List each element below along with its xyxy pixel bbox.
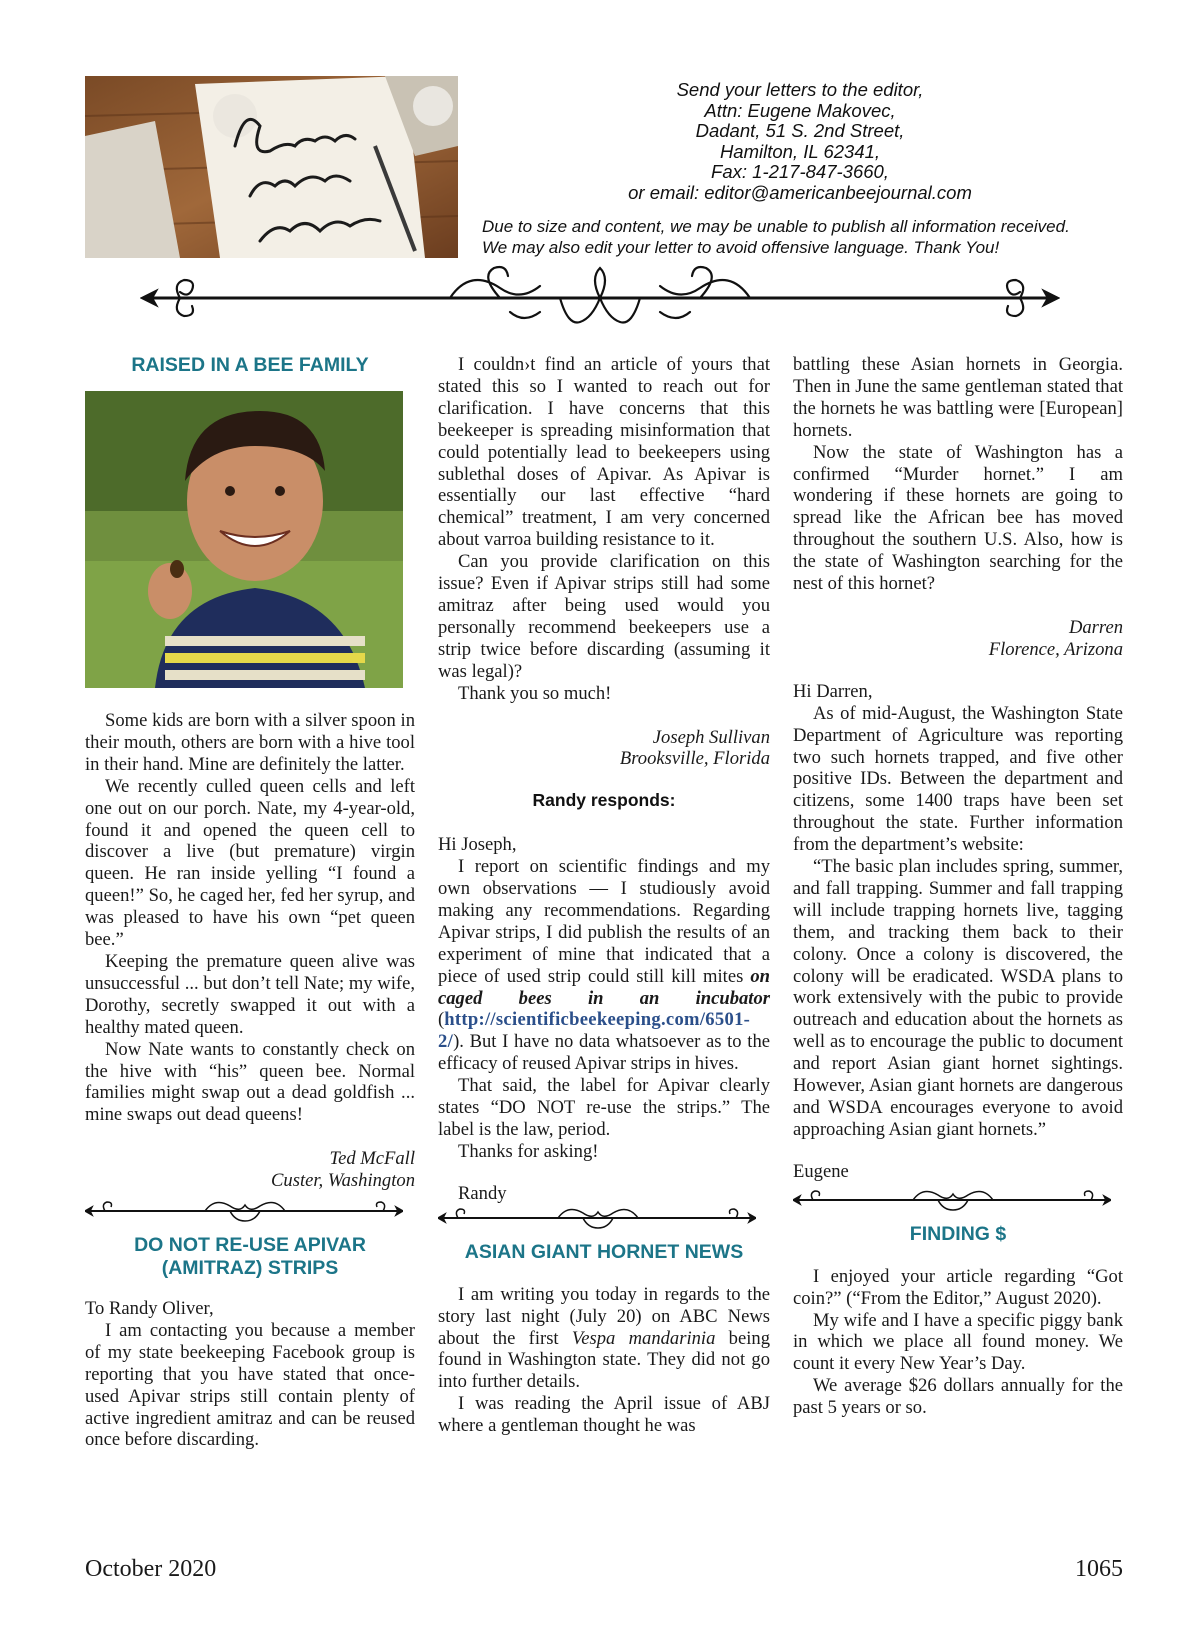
letter-illustration [85, 76, 458, 258]
issue-date: October 2020 [85, 1556, 217, 1582]
column-3 [793, 354, 1123, 1419]
disclaimer-line: We may also edit your letter to avoid offensive language. Thank You! [482, 238, 1000, 257]
ornament-divider-large [140, 262, 1060, 330]
letter-paragraph: I am contacting you because a member of my state beekeeping Facebook group is reporting that you have stated that once-used Apivar strips still contain plenty of active ingredient amitraz and can be reused once before discarding. [85, 1319, 415, 1451]
signature-name: Ted McFall [329, 1148, 415, 1170]
letter-paragraph: My wife and I have a specific piggy bank in which we place all found money. We count it every New Year’s Day. [793, 1309, 1123, 1375]
address-line: Hamilton, IL 62341, [719, 140, 881, 162]
signature-place: Custer, Washington [271, 1170, 415, 1192]
child-photo [85, 391, 403, 688]
letter-heading: RAISED IN A BEE FAMILY [131, 354, 369, 376]
letter-paragraph: I couldn›t find an article of yours that stated this so I wanted to reach out for clarification. I have concerns that this beekeeper is spreading misinformation that could potentially lead to beekeepers using sublethal doses of Apivar. As Apivar is essentially our last effective “hard chemical” treatment, I am very concerned about varroa building resistance to it. [438, 354, 770, 551]
letter-paragraph: I was reading the April issue of ABJ where a gentleman thought he was [438, 1393, 770, 1437]
address-line: Fax: 1-217-847-3660, [711, 161, 889, 182]
letter-paragraph: Keeping the premature queen alive was unsuccessful ... but don’t tell Nate; my wife, Dorothy, secretly swapped it out with a healthy mated queen. [85, 950, 415, 1038]
page-number: 1065 [1075, 1556, 1123, 1582]
letter-heading: ASIAN GIANT HORNET NEWS [464, 1240, 744, 1263]
species-name: Vespa mandarinia [571, 1327, 716, 1349]
letter-paragraph: Can you provide clarification on this issue? Even if Apivar strips still had some amitraz after being used would you personally recommend beekeepers use a strip twice before discarding (assuming it was legal)? [438, 551, 770, 682]
response-paragraph: Thanks for asking! [458, 1140, 599, 1162]
letter-paragraph [438, 1284, 770, 1394]
letter-text: being found in Washington state. They did not go into further details. [438, 1327, 770, 1393]
column-1 [85, 354, 415, 1451]
signature-place: Florence, Arizona [988, 638, 1123, 660]
ornament-divider-small [793, 1187, 1123, 1213]
letter-to-editor-image [85, 76, 458, 258]
response-emphasis: on caged bees in an incubator [438, 965, 770, 1009]
response-paragraph: “The basic plan includes spring, summer, and fall trapping. Summer and fall trapping will include trapping hornets live, tagging them, and tracking them back to their colony. Once a colony is discovered, the colony will be eradicated. WSDA plans to work extensively with the pubic to provide outreach and education about the hornets as well as to encourage the public to document and report Asian giant hornet sightings. However, Asian giant hornets are dangerous and WSDA encourages everyone to avoid approaching Asian giant hornets.” [793, 856, 1123, 1140]
signature-name: Darren [1068, 616, 1123, 638]
letter-paragraph: Now the state of Washington has a confirmed “Murder hornet.” I am wondering if these hornets are going to spread like the African bee has moved throughout the southern U.S. Also, how is the state of Washington searching for the nest of this hornet? [793, 441, 1123, 595]
article-link[interactable]: http://scientificbeekeeping.com/6501-2/ [438, 1009, 751, 1053]
response-paragraph: I report on scientific findings and my own observations — I studiously avoid making any recommendations. Regarding Apivar strips, I did publish the results of an experiment of mine that indicated that a piece of used strip could still kill mites on caged bees in an incubator (http://scientificbeekeeping.com/6501-2/). But I have no data whatsoever as to the efficacy of reused Apivar strips in hives. [438, 856, 770, 1075]
address-block [530, 80, 1070, 203]
response-greeting: Hi Joseph, [438, 834, 517, 856]
address-line: Dadant, 51 S. 2nd Street, [695, 120, 905, 141]
response-signature: Randy [458, 1182, 507, 1204]
letter-paragraph: battling these Asian hornets in Georgia. Then in June the same gentleman stated that the hornets he was battling were [European] hornets. [793, 354, 1123, 441]
response-signature: Eugene [793, 1160, 849, 1182]
disclaimer-line: Due to size and content, we may be unable to publish all information received. [482, 217, 1070, 236]
disclaimer [482, 216, 1122, 258]
address-line: or email: editor@americanbeejournal.com [628, 181, 972, 203]
salutation: To Randy Oliver, [85, 1298, 214, 1320]
letter-paragraph: I enjoyed your article regarding “Got coin?” (“From the Editor,” August 2020). [793, 1265, 1123, 1309]
response-text: But I have no data whatsoever as to the efficacy of reused Apivar strips in hives. [438, 1031, 770, 1075]
response-greeting: Hi Darren, [793, 680, 873, 702]
address-line: Attn: Eugene Makovec, [704, 99, 896, 121]
letter-paragraph: Some kids are born with a silver spoon in their mouth, others are born with a hive tool in their hand. Mine are definitely the latter. [85, 710, 415, 775]
response-text: I report on scientific findings and my own observations — I studiously avoid making any recommendations. Regarding Apivar strips, I did publish the results of an experiment of mine that indicated that a piece of used strip could still kill mites [438, 856, 770, 987]
letter-paragraph: We recently culled queen cells and left one out on our porch. Nate, my 4-year-old, found it and opened the queen cell to discover a live (but premature) virgin queen. He ran inside yelling “I found a queen!” So, he caged her, fed her syrup, and was pleased to have his own “pet queen bee.” [85, 775, 415, 951]
column-2 [438, 354, 770, 1437]
letter-heading: FINDING $ [909, 1222, 1007, 1245]
letter-paragraph: We average $26 dollars annually for the past 5 years or so. [793, 1375, 1123, 1419]
ornament-divider-small [438, 1205, 770, 1231]
letter-heading: DO NOT RE-USE APIVAR (AMITRAZ) STRIPS [134, 1234, 366, 1280]
response-paragraph: That said, the label for Apivar clearly states “DO NOT re-use the strips.” The label is the law, period. [438, 1075, 770, 1140]
letter-paragraph: Thank you so much! [458, 682, 612, 704]
response-heading: Randy responds: [532, 790, 676, 811]
letter-paragraph: Now Nate wants to constantly check on the hive with “his” queen bee. Normal families might swap out a dead goldfish ... mine swaps out dead queens! [85, 1038, 415, 1126]
signature-place: Brooksville, Florida [619, 748, 770, 770]
letter-text: I am writing you today in regards to the story last night (July 20) on ABC News about the first [438, 1283, 770, 1349]
ornament-divider-small [85, 1198, 415, 1224]
address-line: Send your letters to the editor, [676, 79, 924, 100]
response-paragraph: As of mid-August, the Washington State Department of Agriculture was reporting two such hornets trapped, and five other positive IDs. Between the department and citizens, some 1400 traps have been set throughout the state. Further information from the department’s website: [793, 702, 1123, 856]
signature-name: Joseph Sullivan [652, 726, 770, 748]
